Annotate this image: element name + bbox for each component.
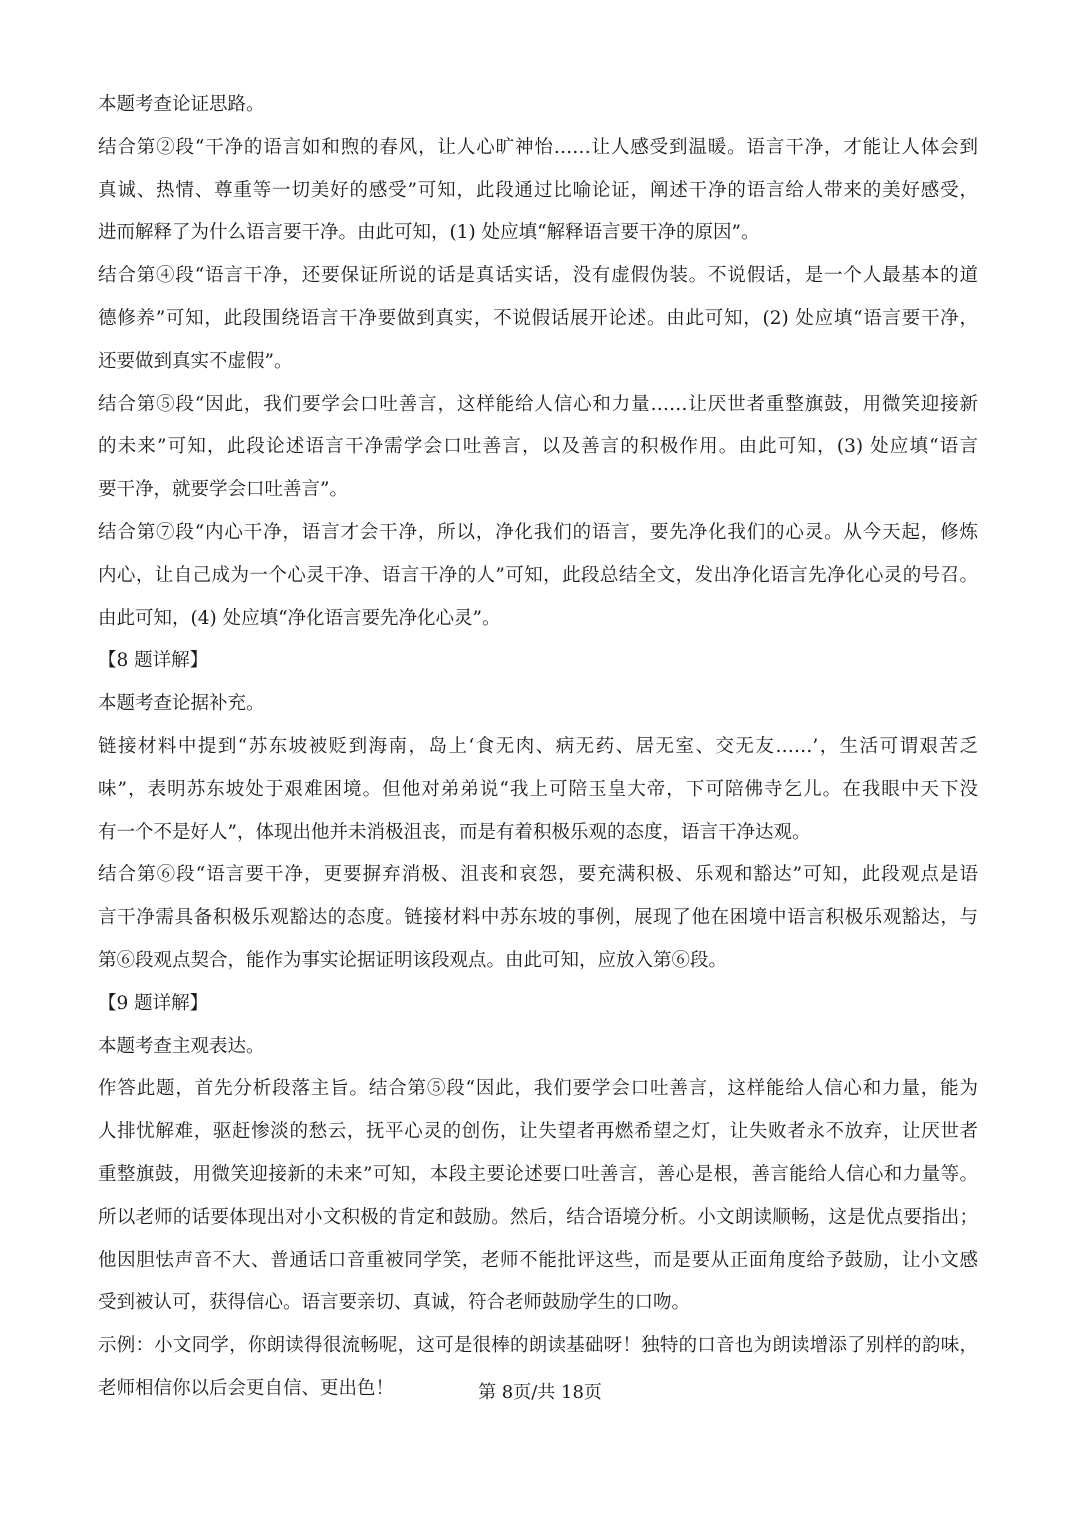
text-line: 本题考查论证思路。 xyxy=(98,94,265,115)
text-line: 重整旗鼓，用微笑迎接新的未来”可知，本段主要论述要口吐善言，善心是根，善言能给人信心和力量等。 xyxy=(98,1163,978,1185)
text-line: 老师相信你以后会更自信、更出色！ xyxy=(98,1377,395,1399)
text-line: 结合第②段“干净的语言如和煦的春风，让人心旷神怡……让人感受到温暖。语言干净，才能让人体会到 xyxy=(98,136,978,158)
text-line: 链接材料中提到“苏东坡被贬到海南，岛上‘食无肉、病无药、居无室、交无友……’，生活可谓艰苦乏 xyxy=(98,735,978,757)
text-line: 真诚、热情、尊重等一切美好的感受”可知，此段通过比喻论证，阐述干净的语言给人带来的美好感受， xyxy=(98,179,978,201)
text-line: 本题考查论据补充。 xyxy=(98,693,265,715)
text-line: 作答此题，首先分析段落主旨。结合第⑤段“因此，我们要学会口吐善言，这样能给人信心和力量，能为 xyxy=(98,1078,978,1100)
text-line: 结合第④段“语言干净，还要保证所说的话是真话实话，没有虚假伪装。不说假话，是一个人最基本的道 xyxy=(98,265,978,287)
text-line: 内心，让自己成为一个心灵干净、语言干净的人”可知，此段总结全文，发出净化语言先净化心灵的号召。 xyxy=(98,564,978,586)
text-line: 进而解释了为什么语言要干净。由此可知，(1) 处应填“解释语言要干净的原因”。 xyxy=(98,222,760,244)
text-line: 【9 题详解】 xyxy=(98,992,209,1014)
text-line: 【8 题详解】 xyxy=(98,650,209,672)
text-line: 由此可知，(4) 处应填“净化语言要先净化心灵”。 xyxy=(98,607,501,629)
text-line: 所以老师的话要体现出对小文积极的肯定和鼓励。然后，结合语境分析。小文朗读顺畅，这是优点要指出； xyxy=(98,1206,978,1228)
text-line: 他因胆怯声音不大、普通话口音重被同学笑，老师不能批评这些，而是要从正面角度给予鼓励，让小文感 xyxy=(98,1249,978,1271)
text-line: 人排忧解难，驱赶惨淡的愁云，抚平心灵的创伤，让失望者再燃希望之灯，让失败者永不放弃，让厌世者 xyxy=(98,1121,978,1143)
text-line: 结合第⑥段“语言要干净，更要摒弃消极、沮丧和哀怨，要充满积极、乐观和豁达”可知，此段观点是语 xyxy=(98,864,978,886)
document-body xyxy=(98,84,978,1411)
text-line: 结合第⑦段“内心干净，语言才会干净，所以，净化我们的语言，要先净化我们的心灵。从今天起，修炼 xyxy=(98,521,978,543)
text-line: 第⑥段观点契合，能作为事实论据证明该段观点。由此可知，应放入第⑥段。 xyxy=(98,949,728,971)
text-line: 德修养”可知，此段围绕语言干净要做到真实，不说假话展开论述。由此可知，(2) 处应填“语言要干净， xyxy=(98,307,978,329)
text-line: 有一个不是好人”，体现出他并未消极沮丧，而是有着积极乐观的态度，语言干净达观。 xyxy=(98,821,811,843)
page-number-footer: 第 8页/共 18页 xyxy=(478,1382,602,1403)
text-line: 的未来”可知，此段论述语言干净需学会口吐善言，以及善言的积极作用。由此可知，(3) 处应填“语言 xyxy=(98,436,978,458)
text-line: 味”，表明苏东坡处于艰难困境。但他对弟弟说“我上可陪玉皇大帝，下可陪佛寺乞儿。在我眼中天下没 xyxy=(98,778,978,800)
text-line: 还要做到真实不虚假”。 xyxy=(98,350,293,372)
text-line: 受到被认可，获得信心。语言要亲切、真诚，符合老师鼓励学生的口吻。 xyxy=(98,1292,691,1314)
text-line: 本题考查主观表达。 xyxy=(98,1035,265,1057)
text-line: 示例：小文同学，你朗读得很流畅呢，这可是很棒的朗读基础呀！独特的口音也为朗读增添了别样的韵味， xyxy=(98,1335,978,1357)
text-line: 要干净，就要学会口吐善言”。 xyxy=(98,479,348,501)
text-line: 言干净需具备积极乐观豁达的态度。链接材料中苏东坡的事例，展现了他在困境中语言积极乐观豁达，与 xyxy=(98,907,978,929)
text-line: 结合第⑤段“因此，我们要学会口吐善言，这样能给人信心和力量……让厌世者重整旗鼓，用微笑迎接新 xyxy=(98,393,978,415)
